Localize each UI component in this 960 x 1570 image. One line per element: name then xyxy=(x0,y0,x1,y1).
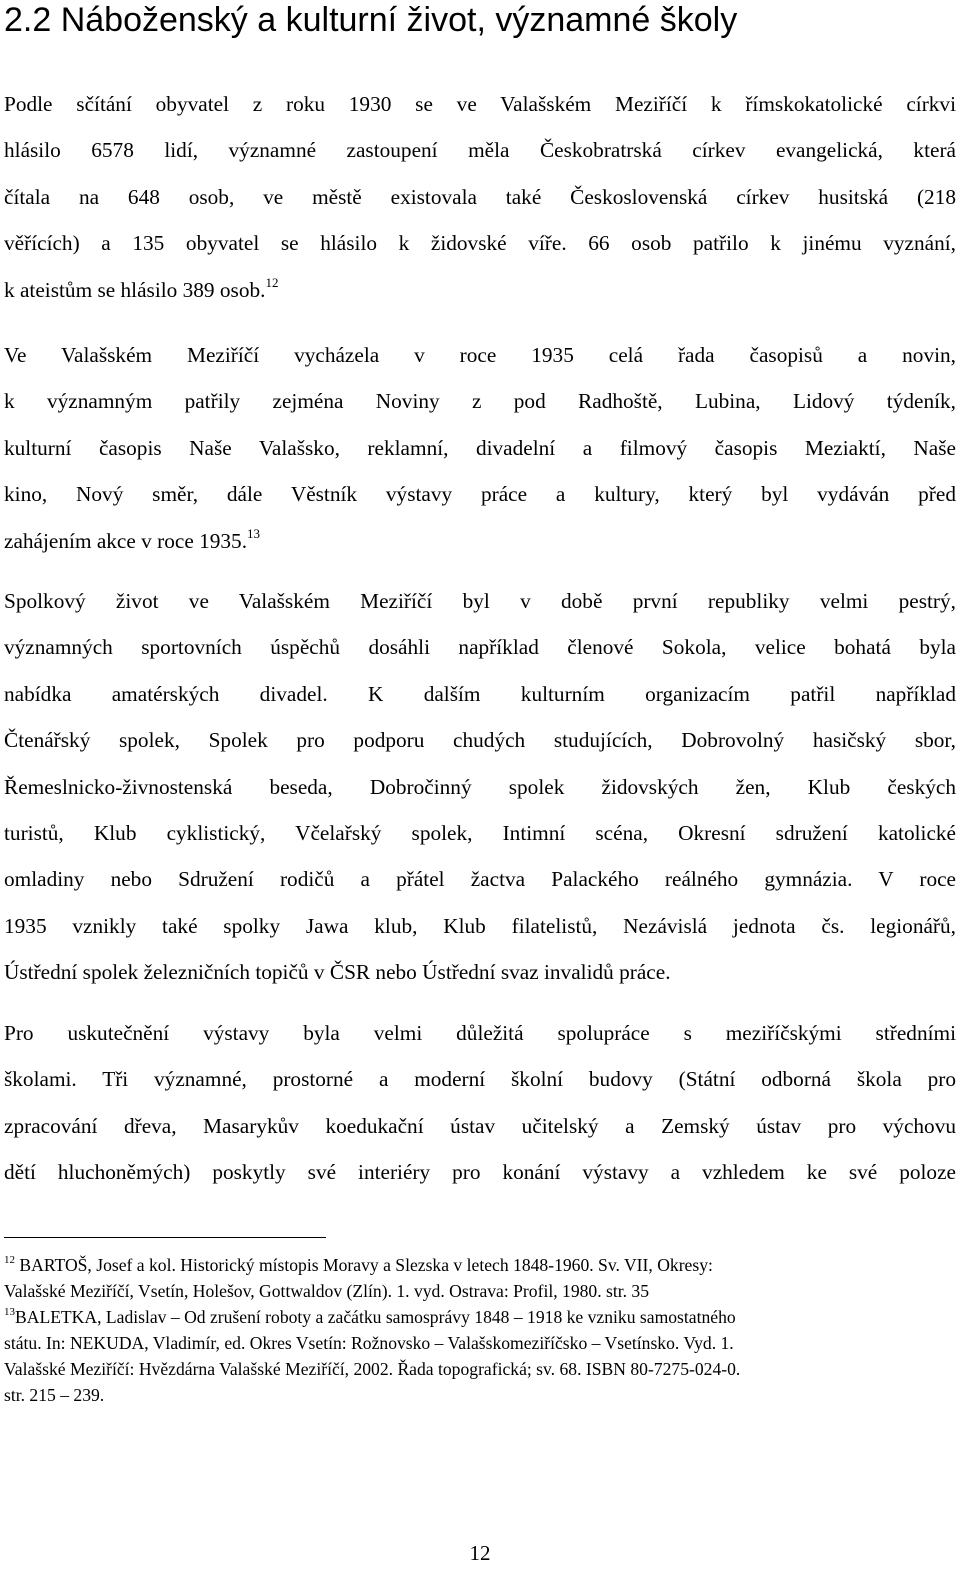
text-line: věřících) a 135 obyvatel se hlásilo k židovské víře. 66 osob patřilo k jinému vyznání, xyxy=(4,231,956,256)
text-line: kulturní časopis Naše Valašsko, reklamní, divadelní a filmový časopis Meziaktí, Naše xyxy=(4,435,956,460)
footnote-line: státu. In: NEKUDA, Vladimír, ed. Okres Vsetín: Rožnovsko – Valašskomeziříčsko – Vsetínsko. Vyd. 1. xyxy=(4,1333,734,1353)
text-line: zpracování dřeva, Masarykův koedukační ústav učitelský a Zemský ústav pro výchovu xyxy=(4,1113,956,1138)
footnote-ref-13: 13 xyxy=(247,525,261,541)
text-line: hlásilo 6578 lidí, významné zastoupení měla Českobratrská církev evangelická, která xyxy=(4,138,956,163)
paragraph-schools xyxy=(4,1010,956,1196)
text-line: 1935 vznikly také spolky Jawa klub, Klub filatelistů, Nezávislá jednota čs. legionářů, xyxy=(4,913,956,938)
text-line: čítala na 648 osob, ve městě existovala také Československá církev husitská (218 xyxy=(4,184,956,209)
text-line: dětí hluchoněmých) poskytly své interiéry pro konání výstavy a vzhledem ke své poloze xyxy=(4,1160,956,1185)
footnote-12 xyxy=(4,1252,956,1304)
text-line: významných sportovních úspěchů dosáhli například členové Sokola, velice bohatá byla xyxy=(4,635,956,660)
text-line: Řemeslnicko-živnostenská beseda, Dobročinný spolek židovských žen, Klub českých xyxy=(4,774,956,799)
text-line: Podle sčítání obyvatel z roku 1930 se ve Valašském Meziříčí k římskokatolické církvi xyxy=(4,92,956,116)
text-line: zahájením akce v roce 1935.13 xyxy=(4,525,261,553)
paragraph-associations xyxy=(4,578,956,996)
footnote-ref-12: 12 xyxy=(265,274,279,290)
text-line: kino, Nový směr, dále Věstník výstavy práce a kultury, který byl vydáván před xyxy=(4,482,956,507)
footnote-line: str. 215 – 239. xyxy=(4,1385,105,1405)
paragraph-religion xyxy=(4,81,956,313)
footnote-line: $^{13}$BALETKA, Ladislav – Od zrušení roboty a začátku samosprávy 1848 – 1918 ke vzniku samostatného xyxy=(4,1306,736,1327)
footnote-number: 13 xyxy=(4,1306,15,1319)
text-line: omladiny nebo Sdružení rodičů a přátel žactva Palackého reálného gymnázia. V roce xyxy=(4,867,956,892)
text-line: Ústřední spolek železničních topičů v ČSR nebo Ústřední svaz invalidů práce. xyxy=(4,960,671,985)
text-line: Spolkový život ve Valašském Meziříčí byl v době první republiky velmi pestrý, xyxy=(4,589,956,613)
text-line: Ve Valašském Meziříčí vycházela v roce 1935 celá řada časopisů a novin, xyxy=(4,343,956,367)
footnote-separator xyxy=(4,1237,326,1238)
text-line: školami. Tři významné, prostorné a moderní školní budovy (Státní odborná škola pro xyxy=(4,1067,956,1092)
text-line: Čtenářský spolek, Spolek pro podporu chudých studujících, Dobrovolný hasičský sbor, xyxy=(4,728,956,753)
page-number: 12 xyxy=(469,1541,491,1565)
paragraph-press xyxy=(4,332,956,564)
text-line: Pro uskutečnění výstavy byla velmi důležitá spolupráce s meziříčskými středními xyxy=(4,1021,956,1045)
footnote-number: 12 xyxy=(4,1254,15,1267)
footnote-13 xyxy=(4,1304,956,1408)
footnote-line: Valašské Meziříčí, Vsetín, Holešov, Gottwaldov (Zlín). 1. vyd. Ostrava: Profil, 1980. str. 35 xyxy=(4,1281,650,1301)
text-line: turistů, Klub cyklistický, Včelařský spolek, Intimní scéna, Okresní sdružení katolické xyxy=(4,821,956,846)
text-line: k významným patřily zejména Noviny z pod Radhoště, Lubina, Lidový týdeník, xyxy=(4,389,956,414)
footnote-line: $^{12}$ BARTOŠ, Josef a kol. Historický místopis Moravy a Slezska v letech 1848-1960. Sv. VII, Okresy: xyxy=(4,1254,713,1275)
footnote-line: Valašské Meziříčí: Hvězdárna Valašské Meziříčí, 2002. Řada topografická; sv. 68. ISBN 80-7275-024-0. xyxy=(4,1359,741,1379)
section-heading: 2.2 Náboženský a kulturní život, významné školy xyxy=(4,1,738,39)
text-line: k ateistům se hlásilo 389 osob.$^{12}$ xyxy=(4,274,279,302)
text-line: nabídka amatérských divadel. K dalším kulturním organizacím patřil například xyxy=(4,681,956,706)
